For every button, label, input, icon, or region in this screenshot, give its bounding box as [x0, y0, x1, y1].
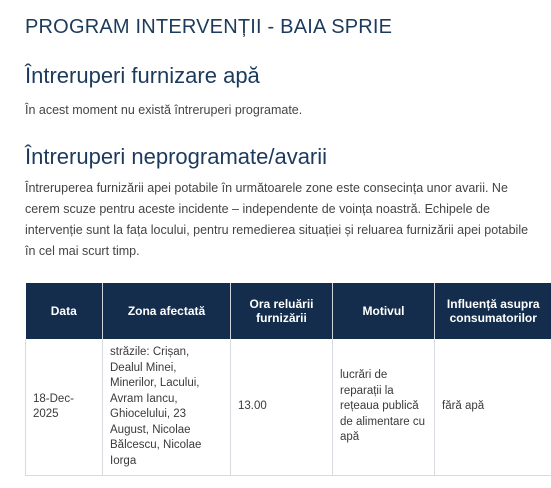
- column-header-zone: Zona afectată: [103, 283, 231, 339]
- cell-date: 18-Dec-2025: [26, 339, 103, 476]
- page-title: PROGRAM INTERVENȚII - BAIA SPRIE: [25, 16, 393, 38]
- table-header-row: [26, 283, 551, 339]
- column-header-reason: Motivul: [333, 283, 435, 339]
- cell-zone: străzile: Crișan, Dealul Minei, Minerilor, Lacului, Avram Iancu, Ghiocelului, 23 August, Nicolae Bălcescu, Nicolae Iorga: [103, 339, 231, 476]
- unplanned-outages-text: Întreruperea furnizării apei potabile în următoarele zone este consecința unor avarii. Ne cerem scuze pentru aceste incidente – independente de voința noastră. Echipele de intervenție sunt la fața locului, pentru remedierea situației și reluarea furnizării apei potabile în cel mai scurt timp.: [25, 181, 529, 258]
- planned-outages-heading: Întreruperi furnizare apă: [25, 63, 260, 88]
- column-header-date: Data: [26, 283, 103, 339]
- column-header-impact: Influență asupra consumatorilor: [435, 283, 551, 339]
- unplanned-outages-heading: Întreruperi neprogramate/avarii: [25, 144, 328, 169]
- outages-table: [25, 283, 551, 476]
- cell-impact: fără apă: [435, 339, 551, 476]
- column-header-resume-time: Ora reluării furnizării: [231, 283, 333, 339]
- cell-reason: lucrări de reparații la rețeaua publică de alimentare cu apă: [333, 339, 435, 476]
- planned-outages-text: În acest moment nu există întreruperi programate.: [25, 103, 303, 117]
- table-row: [26, 339, 551, 476]
- cell-resume-time: 13.00: [231, 339, 333, 476]
